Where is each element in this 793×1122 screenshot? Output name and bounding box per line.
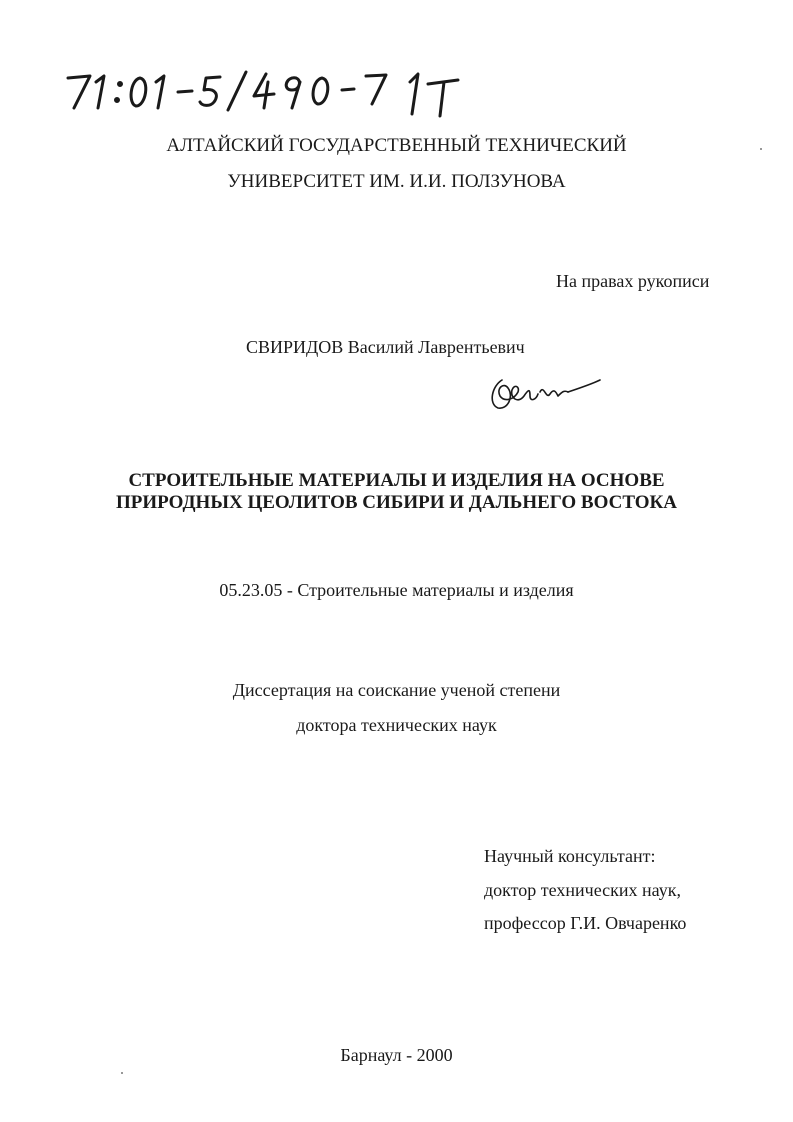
institution-line-2: УНИВЕРСИТЕТ ИМ. И.И. ПОЛЗУНОВА — [227, 171, 566, 192]
specialty-code: 05.23.05 - Строительные материалы и изделия — [219, 580, 574, 600]
consultant-name: профессор Г.И. Овчаренко — [484, 913, 687, 933]
signature-icon — [484, 370, 604, 418]
degree-line-2: доктора технических наук — [296, 715, 497, 735]
institution-line-1: АЛТАЙСКИЙ ГОСУДАРСТВЕННЫЙ ТЕХНИЧЕСКИЙ — [166, 135, 627, 156]
scan-speck — [760, 148, 762, 150]
author-name: СВИРИДОВ Василий Лаврентьевич — [246, 337, 525, 357]
handwritten-archive-code-icon — [60, 60, 480, 120]
consultant-degree: доктор технических наук, — [484, 880, 681, 900]
scan-speck — [121, 1072, 123, 1074]
svg-text:71:01-5/490-7 1T: 71:01-5/490-7 1T — [60, 60, 68, 61]
footer-city-year: Барнаул - 2000 — [340, 1045, 453, 1065]
degree-line-1: Диссертация на соискание ученой степени — [232, 680, 561, 700]
dissertation-title-line-2: ПРИРОДНЫХ ЦЕОЛИТОВ СИБИРИ И ДАЛЬНЕГО ВОСТОКА — [115, 492, 678, 513]
rights-note: На правах рукописи — [556, 271, 710, 291]
consultant-label: Научный консультант: — [484, 846, 656, 866]
dissertation-title-line-1: СТРОИТЕЛЬНЫЕ МАТЕРИАЛЫ И ИЗДЕЛИЯ НА ОСНОВЕ — [128, 470, 665, 491]
